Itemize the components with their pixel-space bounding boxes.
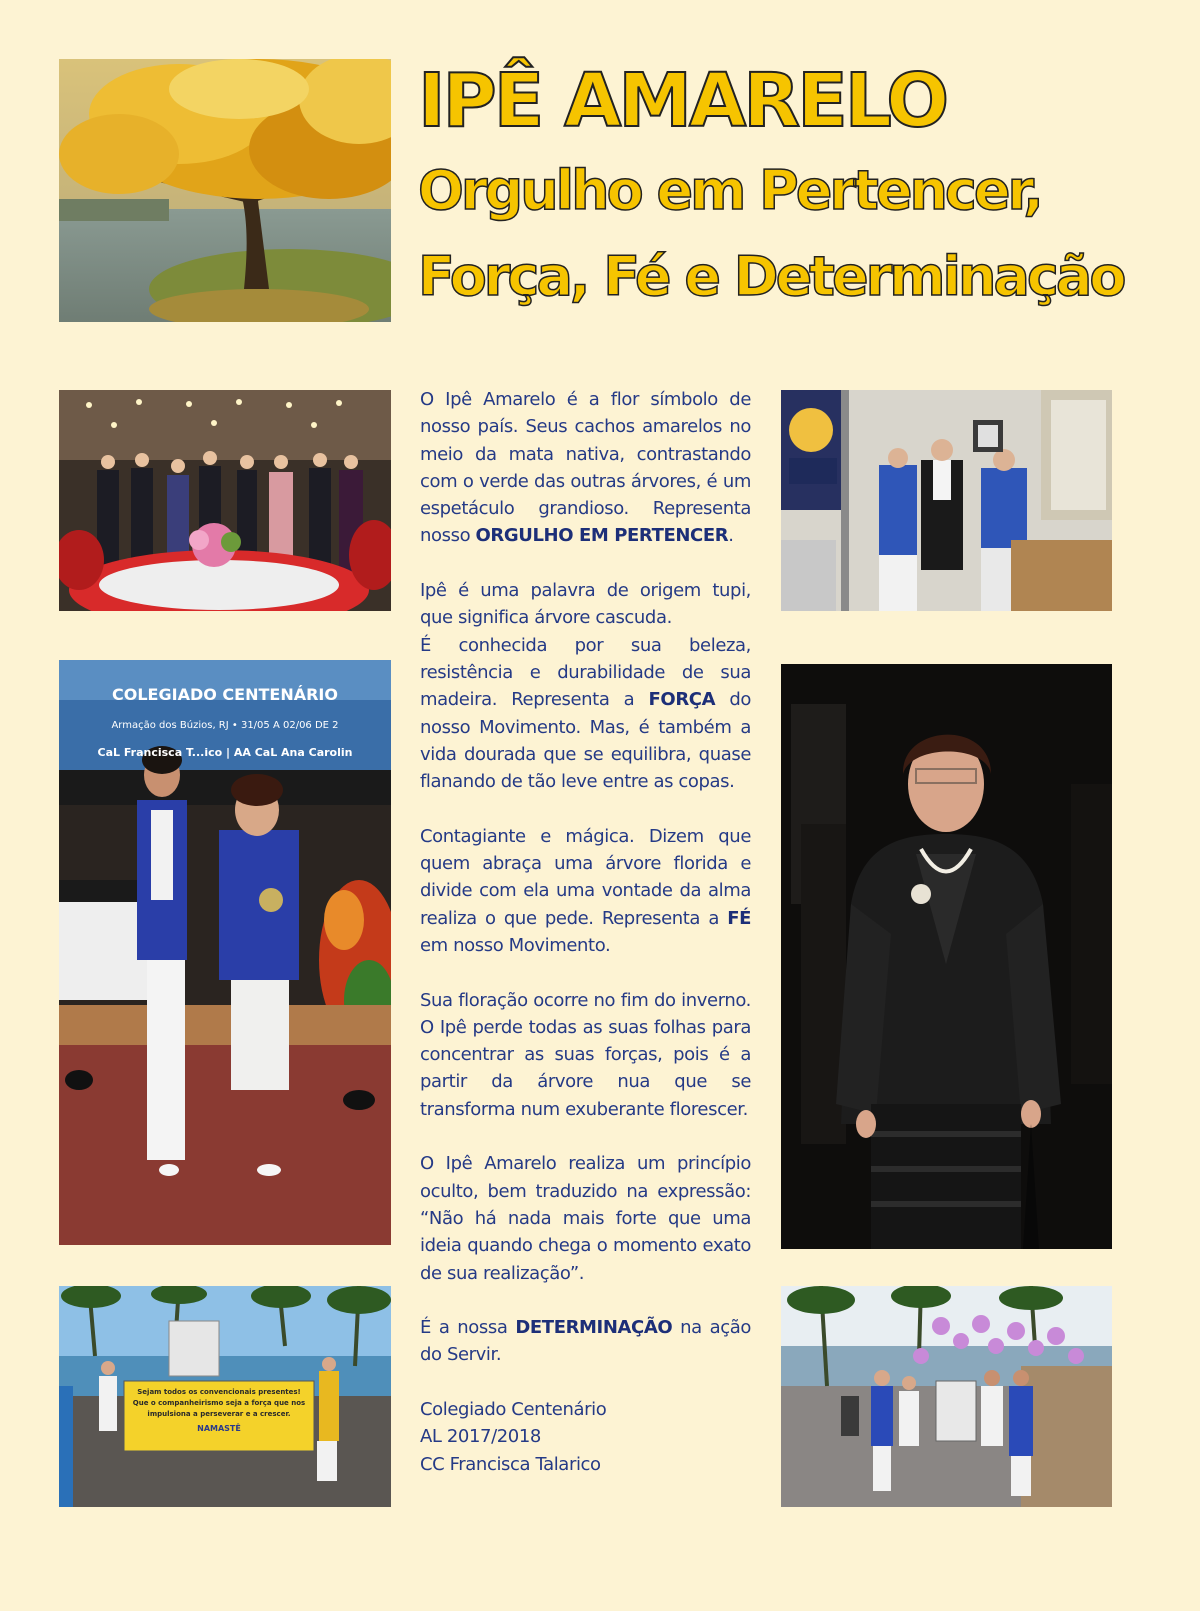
signature-line-2: AL 2017/2018 [420,1426,541,1448]
p3-end: em nosso Movimento. [420,934,611,956]
page-title: IPÊ AMARELO [418,58,947,144]
sign-line-2: Que o companheirismo seja a força que nos [132,1399,306,1407]
parade-balloons-photo [781,1286,1112,1507]
paragraph-1 [420,386,751,550]
p5-text: O Ipê Amarelo realiza um princípio oculto, bem traduzido na expressão: “Não há nada mais forte que uma ideia quando chega o momento exato de sua realização”. [420,1153,751,1284]
p2-line1: Ipê é uma palavra de origem tupi, que significa árvore cascuda. [420,580,751,629]
sign-line-1: Sejam todos os convencionais presentes! [137,1388,301,1396]
p1-text: O Ipê Amarelo é a flor símbolo de nosso país. Seus cachos amarelos no meio da mata nativa, contrastando com o verde das outras árvores, é um espetáculo grandioso. Representa nosso [420,389,751,547]
award-stage-photo [781,390,1112,611]
banner-line-3: CaL Francisca T...ico | AA CaL Ana Carolin [97,746,353,759]
ipe-tree-photo [59,59,391,322]
p6-end: na ação do Servir. [420,1317,752,1366]
banner-two-women-photo [59,660,391,1245]
paragraph-3 [420,823,751,959]
subtitle-line-1: Orgulho em Pertencer, [418,159,1041,222]
p3-bold: FÉ [727,907,751,929]
p2-text: É conhecida por sua beleza, resistência e durabilidade de sua madeira. Representa a [420,634,751,711]
banquet-group-photo [59,390,391,611]
parade-banner-photo [59,1286,391,1507]
paragraph-4 [420,987,751,1123]
p2-end: do nosso Movimento. Mas, é também a vida dourada que se equilibra, quase flanando de tão leve entre as copas. [420,689,751,793]
p6-text: É a nossa [420,1317,516,1339]
title-block [418,58,1138,310]
paragraph-5 [420,1150,751,1286]
signature-line-1: Colegiado Centenário [420,1398,607,1420]
banner-line-1: COLEGIADO CENTENÁRIO [112,685,338,704]
p4-text: Sua floração ocorre no fim do inverno. O Ipê perde todas as suas folhas para concentrar as suas forças, pois é a partir da árvore nua que se transforma num exuberante florescer. [420,989,751,1120]
banner-line-2: Armação dos Búzios, RJ • 31/05 A 02/06 DE 2 [111,720,339,731]
p2-bold: FORÇA [648,689,716,711]
paragraph-2 [420,577,751,795]
signature [420,1396,751,1478]
p1-end: . [728,525,734,547]
subtitle-line-2: Força, Fé e Determinação [418,245,1124,308]
article-body [420,386,751,1478]
paragraph-6 [420,1314,751,1369]
sign-line-3: impulsiona a perseverar e a crescer. [147,1410,291,1418]
p3-text: Contagiante e mágica. Dizem que quem abraça uma árvore florida e divide com ela uma vontade da alma realiza o que pede. Representa a [420,825,751,929]
p6-bold: DETERMINAÇÃO [515,1317,673,1339]
portrait-woman-photo [781,664,1112,1249]
p1-bold: ORGULHO EM PERTENCER [475,525,729,547]
sign-line-4: NAMASTÊ [197,1424,241,1433]
signature-line-3: CC Francisca Talarico [420,1453,601,1475]
